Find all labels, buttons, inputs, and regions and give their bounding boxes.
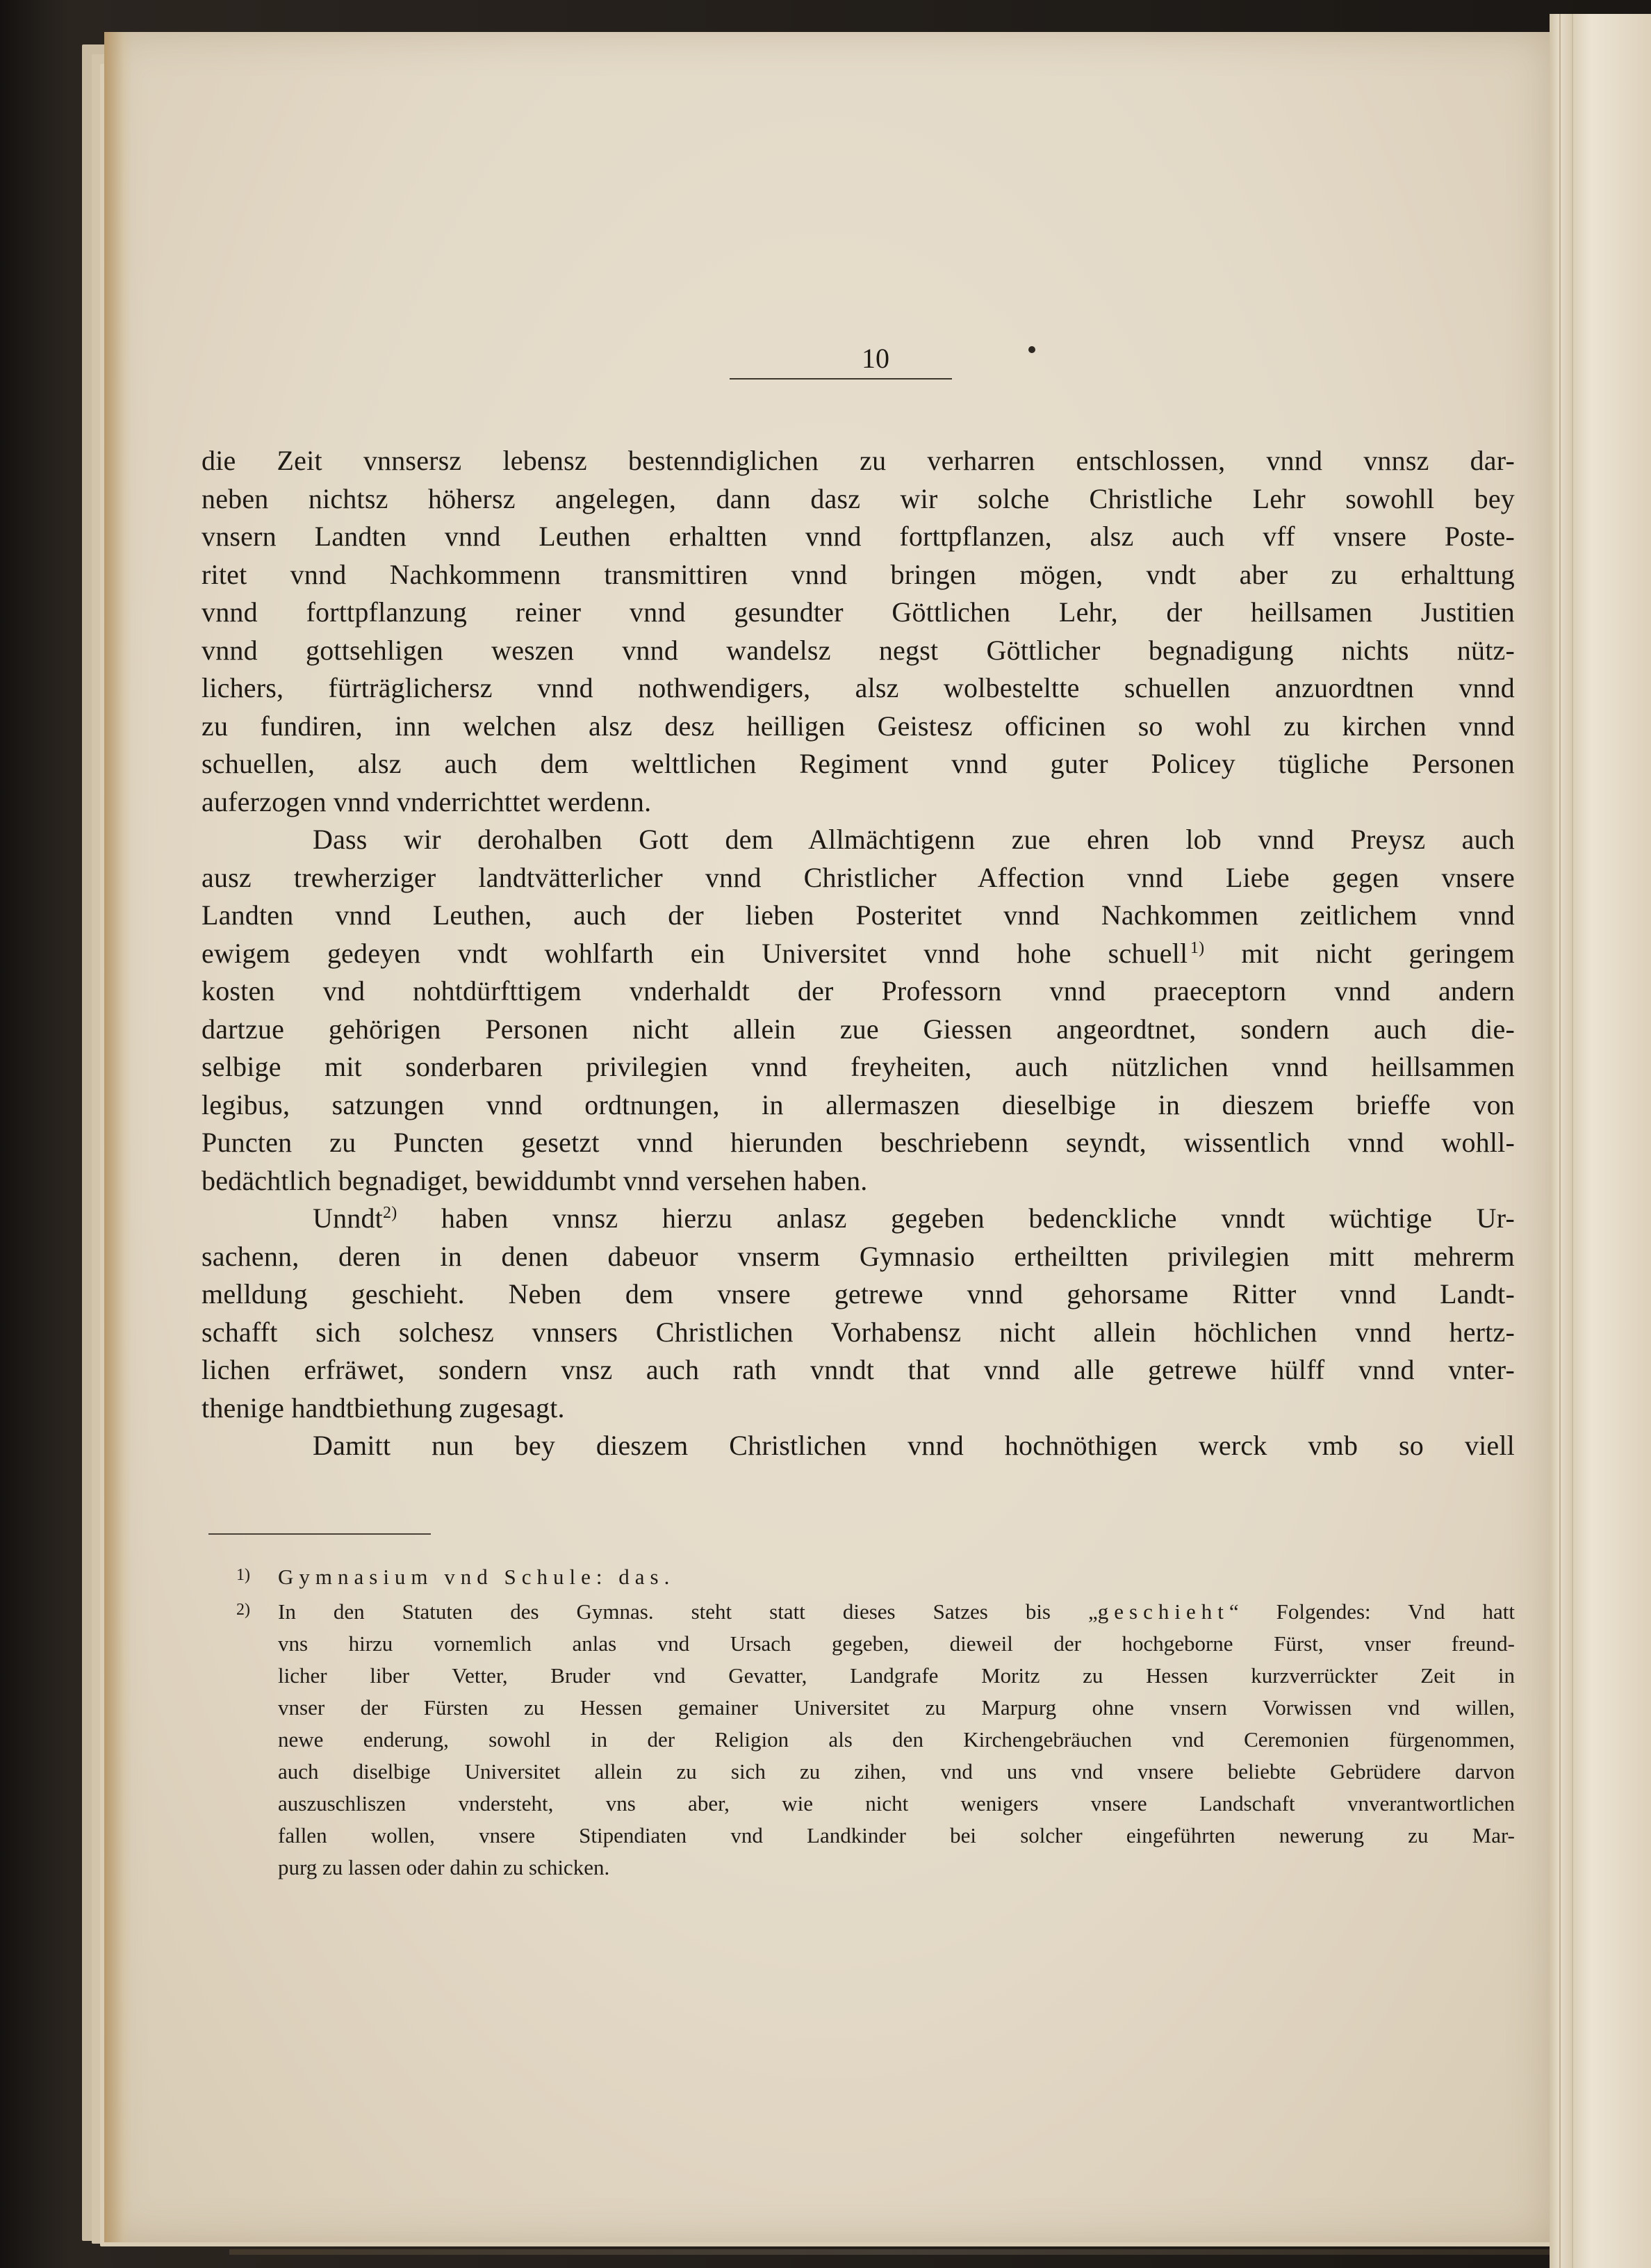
page-number-rule [730,378,952,380]
book-binding [1550,14,1651,2268]
text-line: ritet vnnd Nachkommenn transmittiren vnnd bringen mögen, vndt aber zu erhalttung [202,558,1515,590]
binding-fold [1572,14,1573,2268]
footnote-line: vns hirzu vornemlich anlas vnd Ursach gegeben, dieweil der hochgeborne Fürst, vnser freund- [278,1631,1515,1656]
text-line: schafft sich solchesz vnnsers Christlichen Vorhabensz nicht allein höchlichen vnnd hertz- [202,1316,1515,1348]
footnote-marker: 2) [236,1601,250,1619]
footnote-ref: 2) [383,1204,397,1222]
footnote-line: auch diselbige Universitet allein zu sich zu zihen, vnd uns vnd vnsere beliebte Gebrüdere darvon [278,1759,1515,1784]
page-number: 10 [862,343,889,374]
text-line: dartzue gehörigen Personen nicht allein zue Giessen angeordtnet, sondern auch die- [202,1013,1515,1045]
footnote [236,1561,1515,1593]
text-line: Puncten zu Puncten gesetzt vnnd hierunden beschriebenn seyndt, wissentlich vnnd wohll- [202,1127,1515,1158]
body-text [202,442,1515,1465]
text-line: legibus, satzungen vnnd ordtnungen, in allermaszen dieselbige in dieszem brieffe von [202,1088,1515,1120]
text-line: Damitt nun bey dieszem Christlichen vnnd hochnöthigen werck vmb so viell [313,1430,1515,1461]
footnote-line: vnser der Fürsten zu Hessen gemainer Universitet zu Marpurg ohne vnsern Vorwissen vnd willen, [278,1695,1515,1720]
text-line: melldung geschieht. Neben dem vnsere getrewe vnnd gehorsame Ritter vnnd Landt- [202,1278,1515,1310]
paragraph [202,1200,1515,1427]
text-line: Dass wir derohalben Gott dem Allmächtigenn zue ehren lob vnnd Preysz auch [313,824,1515,855]
footnote-line: fallen wollen, vnsere Stipendiaten vnd Landkinder bei solcher eingeführten newerung zu Mar- [278,1823,1515,1847]
text-line [202,1200,1515,1238]
text-segment: ewigem gedeyen vndt wohlfarth ein Universitet vnnd hohe schuell [202,937,1188,969]
text-line: Landten vnnd Leuthen, auch der lieben Posteritet vnnd Nachkommen zeitlichem vnnd [202,899,1515,931]
paragraph [202,1427,1515,1465]
text-line: schuellen, alsz auch dem welttlichen Regiment vnnd guter Policey tügliche Personen [202,748,1515,779]
footnote-line: licher liber Vetter, Bruder vnd Gevatter, Landgrafe Moritz zu Hessen kurzverrückter Zeit in [278,1663,1515,1688]
footnote-marker: 1) [236,1566,250,1584]
text-line: vnnd forttpflanzung reiner vnnd gesundter Göttlichen Lehr, der heillsamen Justitien [202,596,1515,628]
text-line: ausz trewherziger landtvätterlicher vnnd Christlicher Affection vnnd Liebe gegen vnsere [202,861,1515,893]
text-line [202,935,1515,973]
binding-fold [1559,14,1561,2268]
text-segment: Unndt [313,1202,383,1234]
text-line: selbige mit sonderbaren privilegien vnnd freyheiten, auch nützlichen vnnd heillsammen [202,1051,1515,1082]
page-bottom-edge [229,2249,1550,2255]
text-line: sachenn, deren in denen dabeuor vnserm Gymnasio ertheiltten privilegien mitt mehrerm [202,1240,1515,1272]
footnote-line [278,1596,1515,1628]
text-line: bedächtlich begnadiget, bewiddumbt vnnd versehen haben. [202,1164,868,1196]
ink-dot [1028,346,1035,353]
footnote-line: auszuschliszen vndersteht, vns aber, wie nicht wenigers vnsere Landschaft vnverantwortlichen [278,1791,1515,1816]
text-line: neben nichtsz höhersz angelegen, dann dasz wir solche Christliche Lehr sowohll bey [202,482,1515,514]
page-content [104,32,1550,2242]
text-line: zu fundiren, inn welchen alsz desz heilligen Geistesz officinen so wohl zu kirchen vnnd [202,710,1515,742]
text-line: auferzogen vnnd vnderrichttet werdenn. [202,785,652,817]
footnote-line: purg zu lassen oder dahin zu schicken. [278,1855,610,1879]
footnotes [236,1561,1515,1884]
text-segment-spaced: geschieht [1097,1599,1229,1624]
footnote-line: newe enderung, sowohl in der Religion als den Kirchengebräuchen vnd Ceremonien fürgenommen, [278,1727,1515,1752]
footnote-line: Gymnasium vnd Schule: das. [278,1565,675,1589]
footnote [236,1596,1515,1884]
text-line: die Zeit vnnsersz lebensz bestenndiglichen zu verharren entschlossen, vnnd vnnsz dar- [202,445,1515,476]
text-line: lichen erfräwet, sondern vnsz auch rath vnndt that vnnd alle getrewe hülff vnnd vnter- [202,1354,1515,1385]
text-line: vnsern Landten vnnd Leuthen erhaltten vnnd forttpflanzen, alsz auch vff vnsere Poste- [202,521,1515,552]
text-segment: haben vnnsz hierzu anlasz gegeben bedenckliche vnndt wüchtige Ur- [397,1202,1515,1234]
footnote-ref: 1) [1190,938,1205,957]
text-line: kosten vnd nohtdürfttigem vnderhaldt der Professorn vnnd praeceptorn vnnd andern [202,975,1515,1006]
footnote-rule [208,1533,431,1535]
text-line: thenige handtbiethung zugesagt. [202,1392,565,1423]
text-segment: In den Statuten des Gymnas. steht statt dieses Satzes bis „ [278,1599,1098,1624]
paragraph [202,821,1515,1200]
paragraph [202,442,1515,821]
text-line: vnnd gottsehligen weszen vnnd wandelsz negst Göttlicher begnadigung nichts nütz- [202,634,1515,666]
text-line: lichers, fürträglichersz vnnd nothwendigers, alsz wolbesteltte schuellen anzuordtnen vnnd [202,672,1515,703]
text-segment: “ Folgendes: Vnd hatt [1229,1599,1515,1624]
text-segment: mit nicht geringem [1204,937,1515,969]
